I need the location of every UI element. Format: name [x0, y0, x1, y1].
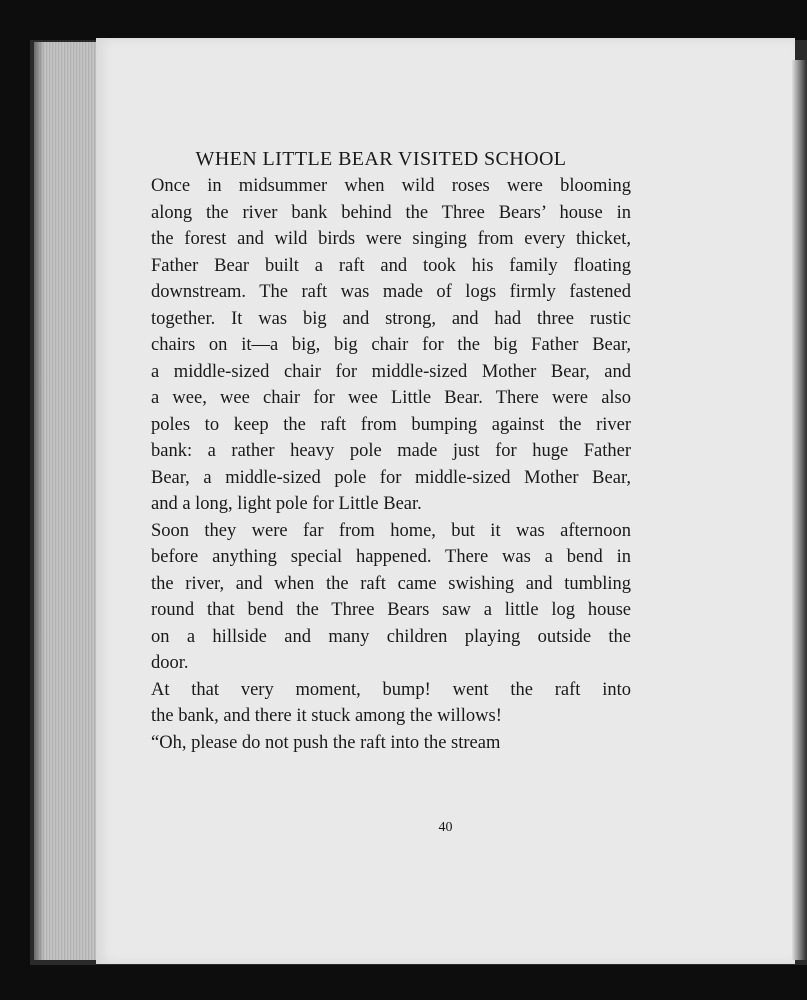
body-text: [131, 173, 631, 756]
text-line: along the river bank behind the Three Bears’ house in: [151, 202, 631, 223]
text-line: Once in midsummer when wild roses were blooming: [151, 176, 631, 196]
text-line: before anything special happened. There was a bend in: [151, 547, 631, 567]
text-line: the forest and wild birds were singing from every thicket,: [151, 229, 631, 249]
paragraph: [131, 677, 631, 730]
chapter-title: WHEN LITTLE BEAR VISITED SCHOOL: [195, 148, 567, 170]
text-line: the river, and when the raft came swishing and tumbling: [151, 573, 631, 594]
text-line: downstream. The raft was made of logs firmly fastened: [151, 282, 631, 302]
text-line: Soon they were far from home, but it was afternoon: [151, 520, 631, 541]
text-line: poles to keep the raft from bumping against the river: [151, 414, 631, 435]
text-line: a wee, wee chair for wee Little Bear. There were also: [151, 388, 631, 408]
text-line: At that very moment, bump! went the raft into: [151, 679, 631, 700]
text-line: Bear, a middle-sized pole for middle-sized Mother Bear,: [151, 467, 631, 488]
text-line: the bank, and there it stuck among the willows!: [151, 706, 502, 726]
paragraph: [131, 730, 631, 757]
text-line: and a long, light pole for Little Bear.: [151, 494, 422, 514]
text-line: bank: a rather heavy pole made just for huge Father: [151, 441, 631, 461]
text-line: together. It was big and strong, and had three rustic: [151, 308, 631, 329]
paragraph: [131, 173, 631, 518]
text-line: on a hillside and many children playing outside the: [151, 626, 631, 647]
paragraph: [131, 518, 631, 677]
page-edges-shadow: [34, 42, 44, 960]
text-line: chairs on it—a big, big chair for the big Father Bear,: [151, 335, 631, 355]
text-line: “Oh, please do not push the raft into the stream: [151, 732, 501, 753]
page-number: 40: [438, 820, 453, 835]
text-line: Father Bear built a raft and took his family floating: [151, 255, 631, 276]
text-block: [131, 145, 631, 756]
text-line: door.: [151, 653, 189, 673]
text-line: round that bend the Three Bears saw a little log house: [151, 600, 631, 620]
text-line: a middle-sized chair for middle-sized Mother Bear, and: [151, 361, 631, 382]
